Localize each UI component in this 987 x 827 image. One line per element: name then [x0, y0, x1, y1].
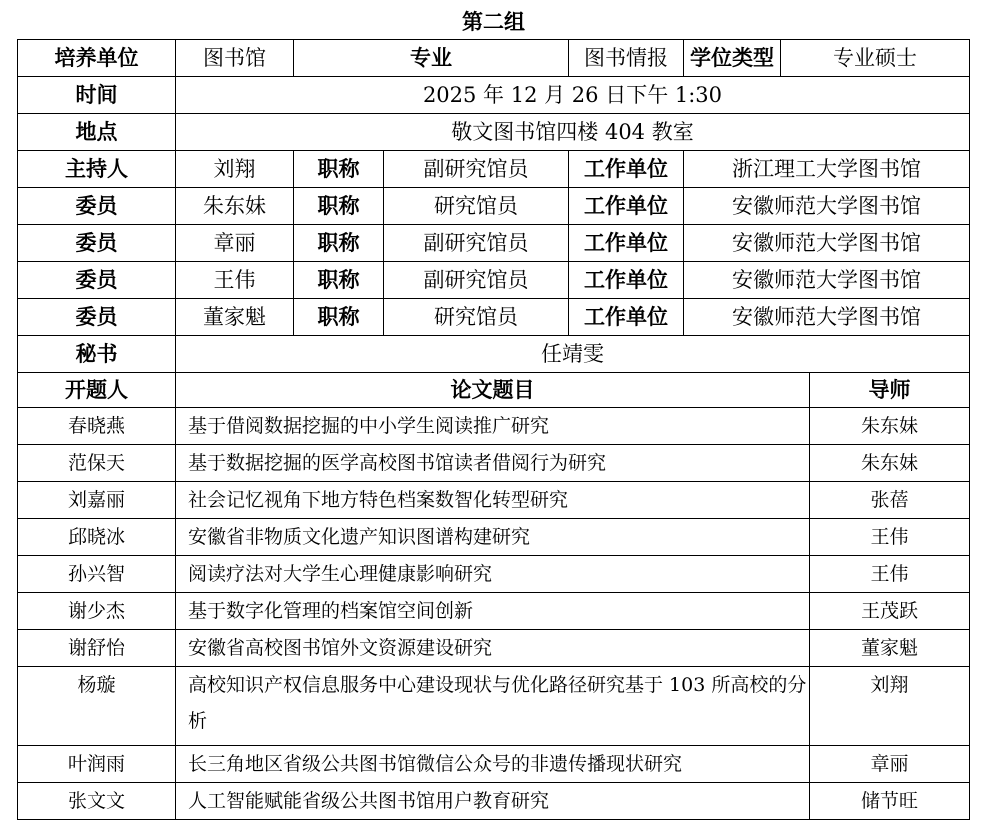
table-row — [18, 783, 970, 820]
thesis-topic: 长三角地区省级公共图书馆微信公众号的非遗传播现状研究 — [176, 746, 810, 783]
place-value: 敬文图书馆四楼 404 教室 — [176, 114, 970, 151]
unit-value: 图书馆 — [176, 40, 294, 77]
table-row — [18, 593, 970, 630]
committee-role: 委员 — [18, 299, 176, 336]
table-row — [18, 188, 970, 225]
committee-workplace: 安徽师范大学图书馆 — [684, 188, 970, 225]
title-label: 职称 — [294, 262, 384, 299]
secretary-label: 秘书 — [18, 336, 176, 373]
committee-name: 刘翔 — [176, 151, 294, 188]
thesis-student: 杨璇 — [18, 667, 176, 746]
table-row — [18, 40, 970, 77]
table-row — [18, 372, 970, 408]
committee-table — [17, 39, 970, 373]
thesis-student: 春晓燕 — [18, 408, 176, 445]
committee-role: 主持人 — [18, 151, 176, 188]
table-row — [18, 519, 970, 556]
committee-name: 董家魁 — [176, 299, 294, 336]
topic-header: 论文题目 — [176, 372, 810, 408]
title-label: 职称 — [294, 188, 384, 225]
thesis-advisor: 储节旺 — [810, 783, 970, 820]
secretary-value: 任靖雯 — [176, 336, 970, 373]
thesis-topic: 基于借阅数据挖掘的中小学生阅读推广研究 — [176, 408, 810, 445]
thesis-topic: 安徽省非物质文化遗产知识图谱构建研究 — [176, 519, 810, 556]
thesis-student: 叶润雨 — [18, 746, 176, 783]
committee-title: 研究馆员 — [384, 188, 569, 225]
workplace-label: 工作单位 — [569, 299, 684, 336]
committee-title: 副研究馆员 — [384, 151, 569, 188]
page-title: 第二组 — [462, 10, 525, 34]
table-row — [18, 336, 970, 373]
committee-title: 副研究馆员 — [384, 262, 569, 299]
table-row — [18, 667, 970, 746]
thesis-topic: 阅读疗法对大学生心理健康影响研究 — [176, 556, 810, 593]
thesis-advisor: 董家魁 — [810, 630, 970, 667]
committee-role: 委员 — [18, 188, 176, 225]
table-row — [18, 114, 970, 151]
table-row — [18, 746, 970, 783]
committee-workplace: 安徽师范大学图书馆 — [684, 299, 970, 336]
table-row — [18, 556, 970, 593]
table-row — [18, 408, 970, 445]
thesis-topic: 高校知识产权信息服务中心建设现状与优化路径研究基于 103 所高校的分析 — [176, 667, 810, 746]
committee-role: 委员 — [18, 225, 176, 262]
title-label: 职称 — [294, 299, 384, 336]
time-value: 2025 年 12 月 26 日下午 1:30 — [176, 77, 970, 114]
thesis-advisor: 王伟 — [810, 556, 970, 593]
thesis-advisor: 王伟 — [810, 519, 970, 556]
major-label: 专业 — [294, 40, 569, 77]
committee-title: 研究馆员 — [384, 299, 569, 336]
committee-name: 王伟 — [176, 262, 294, 299]
unit-label: 培养单位 — [18, 40, 176, 77]
time-label: 时间 — [18, 77, 176, 114]
thesis-student: 范保天 — [18, 445, 176, 482]
thesis-student: 刘嘉丽 — [18, 482, 176, 519]
committee-name: 章丽 — [176, 225, 294, 262]
thesis-topic: 基于数据挖掘的医学高校图书馆读者借阅行为研究 — [176, 445, 810, 482]
table-row — [18, 630, 970, 667]
thesis-student: 张文文 — [18, 783, 176, 820]
committee-name: 朱东妹 — [176, 188, 294, 225]
degree-value: 专业硕士 — [781, 40, 970, 77]
thesis-student: 谢舒怡 — [18, 630, 176, 667]
table-row — [18, 299, 970, 336]
thesis-advisor: 张蓓 — [810, 482, 970, 519]
thesis-student: 孙兴智 — [18, 556, 176, 593]
thesis-table — [17, 372, 970, 820]
title-label: 职称 — [294, 225, 384, 262]
committee-title: 副研究馆员 — [384, 225, 569, 262]
table-row — [18, 482, 970, 519]
thesis-student: 邱晓冰 — [18, 519, 176, 556]
place-label: 地点 — [18, 114, 176, 151]
thesis-student: 谢少杰 — [18, 593, 176, 630]
workplace-label: 工作单位 — [569, 188, 684, 225]
thesis-topic: 人工智能赋能省级公共图书馆用户教育研究 — [176, 783, 810, 820]
table-row — [18, 77, 970, 114]
table-row — [18, 262, 970, 299]
workplace-label: 工作单位 — [569, 225, 684, 262]
student-header: 开题人 — [18, 372, 176, 408]
advisor-header: 导师 — [810, 372, 970, 408]
major-value: 图书情报 — [569, 40, 684, 77]
thesis-topic: 安徽省高校图书馆外文资源建设研究 — [176, 630, 810, 667]
thesis-advisor: 刘翔 — [810, 667, 970, 746]
thesis-advisor: 朱东妹 — [810, 445, 970, 482]
thesis-topic: 社会记忆视角下地方特色档案数智化转型研究 — [176, 482, 810, 519]
title-label: 职称 — [294, 151, 384, 188]
committee-workplace: 安徽师范大学图书馆 — [684, 225, 970, 262]
table-row — [18, 151, 970, 188]
committee-workplace: 浙江理工大学图书馆 — [684, 151, 970, 188]
table-row — [18, 225, 970, 262]
committee-role: 委员 — [18, 262, 176, 299]
committee-workplace: 安徽师范大学图书馆 — [684, 262, 970, 299]
workplace-label: 工作单位 — [569, 151, 684, 188]
thesis-topic: 基于数字化管理的档案馆空间创新 — [176, 593, 810, 630]
thesis-advisor: 王茂跃 — [810, 593, 970, 630]
thesis-advisor: 章丽 — [810, 746, 970, 783]
thesis-advisor: 朱东妹 — [810, 408, 970, 445]
degree-label: 学位类型 — [684, 40, 781, 77]
workplace-label: 工作单位 — [569, 262, 684, 299]
table-row — [18, 445, 970, 482]
